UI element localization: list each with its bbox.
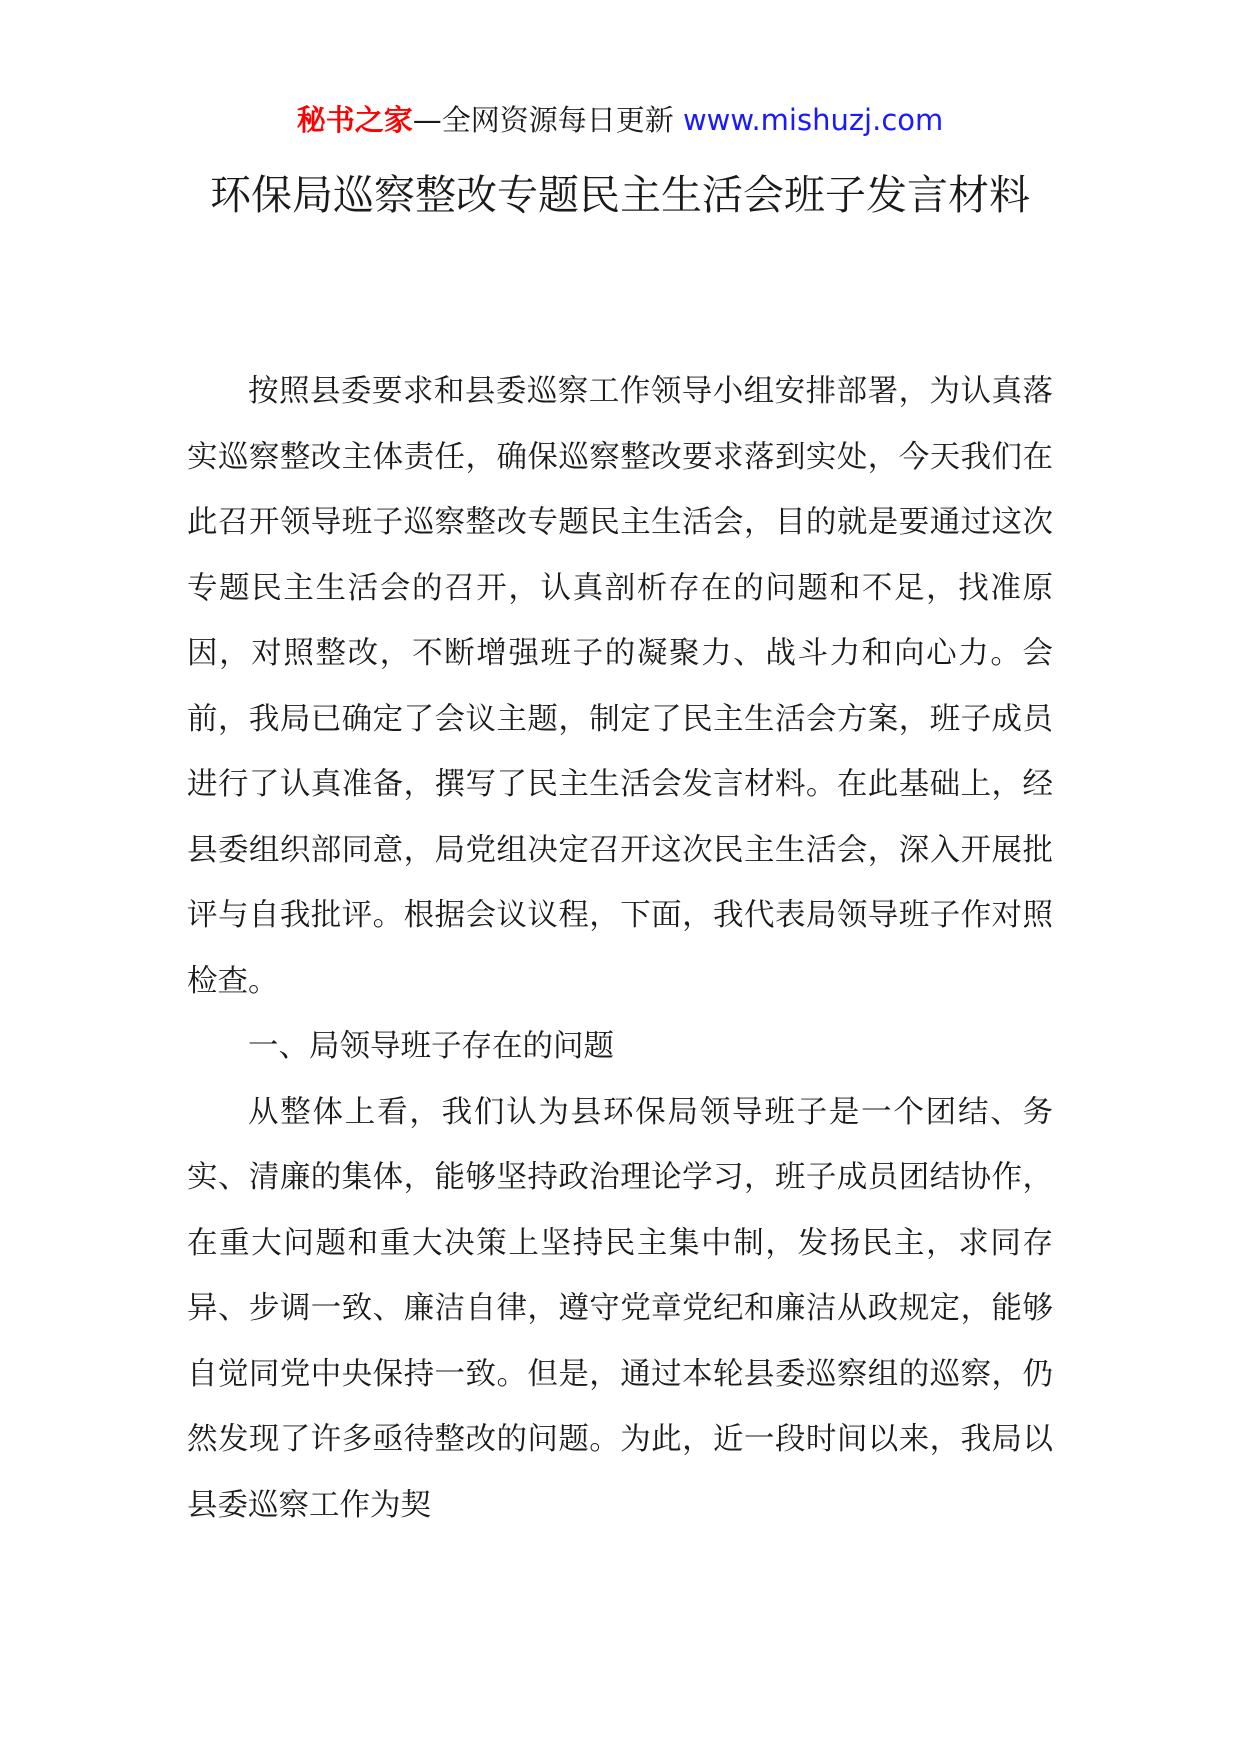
brand-name: 秘书之家	[296, 103, 413, 137]
section-paragraph: 从整体上看，我们认为县环保局领导班子是一个团结、务实、清廉的集体，能够坚持政治理论学习，班子成员团结协作，在重大问题和重大决策上坚持民主集中制，发扬民主，求同存异、步调一致、廉洁自律，遵守党章党纪和廉洁从政规定，能够自觉同党中央保持一致。但是，通过本轮县委巡察组的巡察，仍然发现了许多亟待整改的问题。为此，近一段时间以来，我局以县委巡察工作为契	[187, 1094, 1053, 1523]
intro-paragraph: 按照县委要求和县委巡察工作领导小组安排部署，为认真落实巡察整改主体责任，确保巡察整改要求落到实处，今天我们在此召开领导班子巡察整改专题民主生活会，目的就是要通过这次专题民主生活会的召开，认真剖析存在的问题和不足，找准原因，对照整改，不断增强班子的凝聚力、战斗力和向心力。会前，我局已确定了会议主题，制定了民主生活会方案，班子成员进行了认真准备，撰写了民主生活会发言材料。在此基础上，经县委组织部同意，局党组决定召开这次民主生活会，深入开展批评与自我批评。根据会议议程，下面，我代表局领导班子作对照检查。	[187, 374, 1053, 999]
header-tagline: —全网资源每日更新	[412, 103, 674, 137]
document-title: 环保局巡察整改专题民主生活会班子发言材料	[210, 171, 1030, 219]
document-body	[187, 359, 1053, 1538]
site-header	[0, 100, 1240, 140]
section-heading: 一、局领导班子存在的问题	[248, 1029, 614, 1064]
site-url: www.mishuzj.com	[682, 103, 944, 137]
